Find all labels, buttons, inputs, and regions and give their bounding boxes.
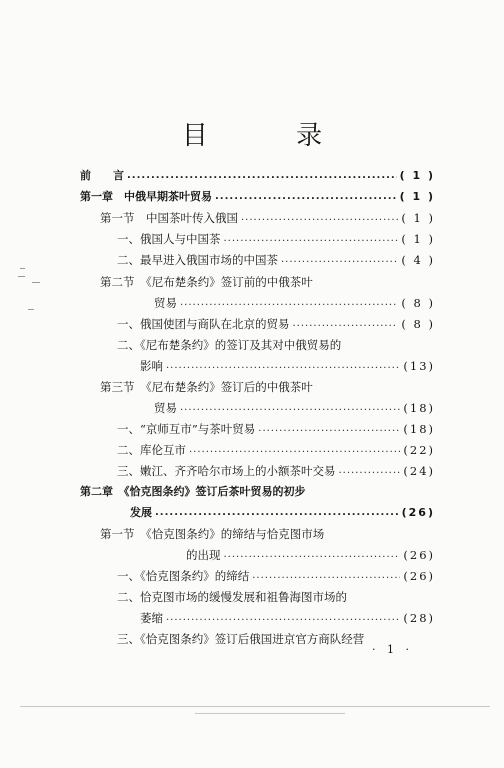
leader-dots <box>293 314 399 334</box>
leader-dots <box>166 356 400 376</box>
leader-dots <box>180 398 400 418</box>
leader-dots <box>215 187 397 207</box>
toc-entry-label: 萎缩 <box>140 611 163 625</box>
toc-entry-page: (18) <box>403 422 435 436</box>
toc-entry-page: (13) <box>403 359 435 373</box>
toc-entry-page: (18) <box>403 401 435 415</box>
toc-entry-label: 二、《尼布楚条约》的签订及其对中俄贸易的 <box>117 338 342 352</box>
toc-entry-label: 的出现 <box>186 548 221 562</box>
toc-entry-continuation <box>154 293 435 313</box>
leader-dots <box>127 166 397 186</box>
toc-entry-label: 一、《恰克图条约》的缔结 <box>117 569 250 583</box>
toc-entry-label: 二、库伦互市 <box>117 443 186 457</box>
toc-entry-section <box>100 377 435 397</box>
toc-entry-label: 二、最早进入俄国市场的中国茶 <box>117 253 278 267</box>
toc-entry-label: 第二章 《恰克图条约》签订后茶叶贸易的初步 <box>80 485 306 498</box>
toc-entry-label: 第二节 《尼布楚条约》签订前的中俄茶叶 <box>100 275 313 289</box>
leader-dots <box>166 608 400 628</box>
toc-entry-page: (26) <box>401 506 435 519</box>
toc-entry-label: 第一节 中国茶叶传入俄国 <box>100 211 238 225</box>
leader-dots <box>339 461 401 481</box>
toc-entry-page: (26) <box>403 569 435 583</box>
toc-entry-subsection <box>117 566 435 586</box>
toc-entry-subsection <box>117 335 435 355</box>
toc-entry-label: 贸易 <box>154 401 177 415</box>
toc-entry-chapter-1 <box>80 187 435 207</box>
toc-entry-page: ( 1 ) <box>399 169 435 182</box>
toc-entry-chapter-2 <box>80 482 435 502</box>
scan-mark <box>20 268 25 269</box>
toc-entry-section <box>100 208 435 228</box>
toc-entry-subsection <box>117 440 435 460</box>
toc-entry-label: 发展 <box>130 506 152 519</box>
toc-entry-page: ( 1 ) <box>401 232 435 246</box>
scan-mark <box>18 276 25 277</box>
leader-dots <box>155 503 399 523</box>
toc-entry-label: 前 言 <box>80 169 124 182</box>
leader-dots <box>189 440 400 460</box>
toc-entry-label: 贸易 <box>154 296 177 310</box>
leader-dots <box>180 293 398 313</box>
toc-entry-label: 三、《恰克图条约》签订后俄国进京官方商队经营 <box>117 632 365 646</box>
leader-dots <box>281 250 398 270</box>
toc-entry-subsection <box>117 587 435 607</box>
toc-entry-label: 二、恰克图市场的缓慢发展和祖鲁海图市场的 <box>117 590 347 604</box>
toc-entry-page: ( 1 ) <box>401 211 435 225</box>
toc-entry-page: ( 1 ) <box>399 190 435 203</box>
toc-entry-page: (22) <box>403 443 435 457</box>
toc-entry-page: (24) <box>403 464 435 478</box>
page-number: · 1 · <box>372 643 413 656</box>
leader-dots <box>224 229 399 249</box>
toc-entry-subsection <box>117 461 435 481</box>
toc-entry-page: ( 4 ) <box>401 253 435 267</box>
toc-entry-label: 影响 <box>140 359 163 373</box>
toc-entry-page: ( 8 ) <box>401 296 435 310</box>
toc-entry-section <box>100 524 435 544</box>
toc-entry-label: 一、“京师互市”与茶叶贸易 <box>117 422 256 436</box>
toc-entry-page: (28) <box>403 611 435 625</box>
toc-entry-continuation <box>130 503 435 523</box>
toc-entry-label: 一、俄国人与中国茶 <box>117 232 221 246</box>
toc-entry-subsection <box>117 419 435 439</box>
scan-mark <box>28 309 34 310</box>
toc-entry-continuation <box>140 356 435 376</box>
toc-entry-continuation <box>186 545 435 565</box>
toc-entry-section <box>100 272 435 292</box>
toc-entry-label: 一、俄国使团与商队在北京的贸易 <box>117 317 290 331</box>
toc-entry-preface <box>80 166 435 186</box>
toc-entry-label: 第一节 《恰克图条约》的缔结与恰克图市场 <box>100 527 325 541</box>
toc-entry-continuation <box>154 398 435 418</box>
toc-entry-label: 第三节 《尼布楚条约》签订后的中俄茶叶 <box>100 380 313 394</box>
page-title: 目 录 <box>181 121 363 151</box>
toc-entry-page: ( 8 ) <box>401 317 435 331</box>
toc-entry-label: 第一章 中俄早期茶叶贸易 <box>80 190 212 203</box>
scan-mark <box>32 282 40 283</box>
leader-dots <box>224 545 401 565</box>
toc-entry-subsection <box>117 229 435 249</box>
toc-entry-continuation <box>140 608 435 628</box>
toc-entry-label: 三、嫩江、齐齐哈尔市场上的小额茶叶交易 <box>117 464 336 478</box>
toc-entry-subsection <box>117 250 435 270</box>
leader-dots <box>241 208 398 228</box>
scan-edge-line <box>195 713 345 714</box>
toc-entry-page: (26) <box>403 548 435 562</box>
leader-dots <box>252 566 400 586</box>
leader-dots <box>258 419 400 439</box>
toc-entry-subsection <box>117 314 435 334</box>
scan-edge-line <box>20 706 490 707</box>
